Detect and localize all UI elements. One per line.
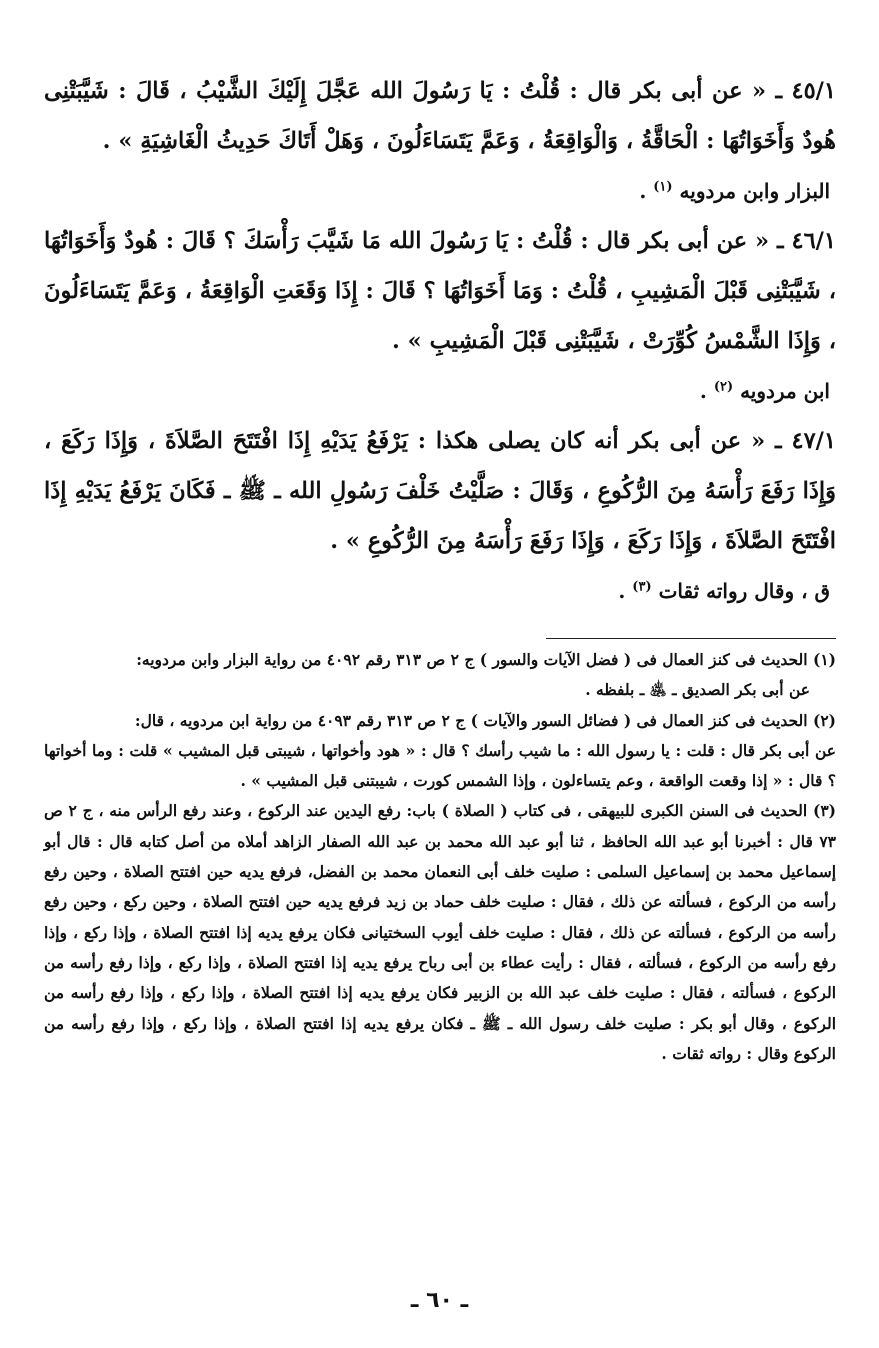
hadith-number: ٤٥/١ xyxy=(791,78,836,104)
footnote-marker: (٣) xyxy=(812,801,836,821)
hadith-source: ق ، وقال رواته ثقات $^{(٣)}$ . xyxy=(618,579,830,603)
page-number: ـ ٦٠ ـ xyxy=(410,1288,469,1313)
footnote-text: الحديث فى السنن الكبرى للبيهقى ، فى كتاب ( الصلاة ) باب: رفع اليدين عند الركوع ، وعند رفع الرأس منه ، ج ٢ ص ٧٣ قال : أخبرنا أبو عبد الله الحافظ ، ثنا أبو عبد الله محمد بن عبد الله الصفار الزاهد أملاه من أصل كتابه قال : قال أبو إسماعيل محمد بن إسماعيل السلمى : صليت خلف أبى النعمان محمد بن الفضل، فرفع يديه حين افتتح الصلاة ، وحين رفع رأسه من الركوع ، فسألته عن ذلك ، فقال : صليت خلف حماد بن زيد فرفع يديه حين افتتح الصلاة ، وحين ركع ، وحين رفع رأسه من الركوع ، فسألته عن ذلك ، فقال : صليت خلف أيوب السختيانى فكان يرفع يديه إذا افتتح الصلاة ، وإذا ركع ، وإذا رفع رأسه من الركوع ، فسألته ، فقال : رأيت عطاء بن أبى رباح يرفع يديه إذا افتتح الصلاة ، وإذا ركع ، وإذا رفع رأسه من الركوع ، فسألته ، فقال : صليت خلف عبد الله بن الزبير فكان يرفع يديه إذا افتتح الصلاة ، وإذا ركع ، وإذا رفع رأسه من الركوع ، وقال أبو بكر : صليت خلف رسول الله ـ ﷺ ـ فكان يرفع يديه إذا افتتح الصلاة ، وإذا ركع ، وإذا رفع رأسه من الركوع وقال : رواته ثقات . xyxy=(44,801,836,1063)
footnote-text: عن أبى بكر الصديق ـ ﵁ ـ بلفظه . xyxy=(585,680,810,700)
footnote-2-continuation xyxy=(44,736,836,797)
footnote-divider xyxy=(546,638,836,639)
hadith-47 xyxy=(44,416,836,566)
hadith-46 xyxy=(44,216,836,366)
source-text: ابن مردويه xyxy=(740,379,830,403)
hadith-text: ـ « عن أبى بكر قال : قُلْتُ : يَا رَسُولَ الله مَا شَيَّبَ رَأْسَكَ ؟ قَالَ : هُودٌ وَأَخَوَاتُهَا ، شَيَّبَتْنِى قَبْلَ الْمَشِيبِ ، قُلْتُ : وَمَا أَخَوَاتُهَا ؟ قَالَ : إِذَا وَقَعَتِ الْوَاقِعَةُ ، وَعَمَّ يَتَسَاءَلُونَ ، وَإِذَا الشَّمْسُ كُوِّرَتْ ، شَيَّبَتْنِى قَبْلَ الْمَشِيبِ » . xyxy=(44,228,836,354)
hadith-number: ٤٧/١ xyxy=(791,428,836,454)
footnote-ref[interactable]: (٣) xyxy=(632,579,652,595)
footnote-ref[interactable]: (١) xyxy=(653,179,673,195)
footnote-text: الحديث فى كنز العمال فى ( فضائل السور والآيات ) ج ٢ ص ٣١٣ رقم ٤٠٩٣ من رواية ابن مردويه ، قال: xyxy=(134,710,808,730)
footnote-text: الحديث فى كنز العمال فى ( فضل الآيات والسور ) ج ٢ ص ٣١٣ رقم ٤٠٩٢ من رواية البزار وابن مردويه: xyxy=(136,650,808,669)
footnote-marker: (١) xyxy=(812,650,836,669)
page-body xyxy=(44,66,836,1069)
hadith-source: ابن مردويه $^{(٢)}$ . xyxy=(699,379,830,403)
footnote-marker: (٢) xyxy=(812,710,836,730)
footnote-2 xyxy=(44,706,836,736)
source-text: ق ، وقال رواته ثقات xyxy=(658,579,830,603)
source-text: البزار وابن مردويه xyxy=(679,179,830,203)
footnote-ref[interactable]: (٢) xyxy=(713,379,734,395)
footnote-1 xyxy=(44,645,836,675)
hadith-text: ـ « عن أبى بكر أنه كان يصلى هكذا : يَرْفَعُ يَدَيْهِ إِذَا افْتَتَحَ الصَّلاَةَ ، وَإِذَا رَكَعَ ، وَإِذَا رَفَعَ رَأْسَهُ مِنَ الرُّكُوعِ ، وَقَالَ : صَلَّيْتُ خَلْفَ رَسُولِ الله ـ ﷺ ـ فَكَانَ يَرْفَعُ يَدَيْهِ إِذَا افْتَتَحَ الصَّلاَةَ ، وَإِذَا رَكَعَ ، وَإِذَا رَفَعَ رَأْسَهُ مِنَ الرُّكُوعِ » . xyxy=(44,428,836,554)
footnote-1-continuation xyxy=(44,675,836,705)
hadith-number: ٤٦/١ xyxy=(791,228,836,254)
footnote-text: عن أبى بكر قال : قلت : يا رسول الله : ما شيب رأسك ؟ قال : « هود وأخواتها ، شيبتى قبل المشيب » قلت : وما أخواتها ؟ قال : « إذا وقعت الواقعة ، وعم يتساءلون ، وإذا الشمس كورت ، شيبتنى قبل المشيب » . xyxy=(44,740,836,791)
hadith-source: البزار وابن مردويه $^{(١)}$ . xyxy=(639,179,830,203)
footnote-3 xyxy=(44,796,836,1069)
hadith-45 xyxy=(44,66,836,166)
hadith-text: ـ « عن أبى بكر قال : قُلْتُ : يَا رَسُولَ الله عَجَّلَ إِلَيْكَ الشَّيْبُ ، قَالَ : شَيَّبَتْنِى هُودٌ وَأَخَوَاتُهَا : الْحَاقَّةُ ، وَالْوَاقِعَةُ ، وَعَمَّ يَتَسَاءَلُونَ ، وَهَلْ أَتَاكَ حَدِيثُ الْغَاشِيَةِ » . xyxy=(44,78,836,154)
